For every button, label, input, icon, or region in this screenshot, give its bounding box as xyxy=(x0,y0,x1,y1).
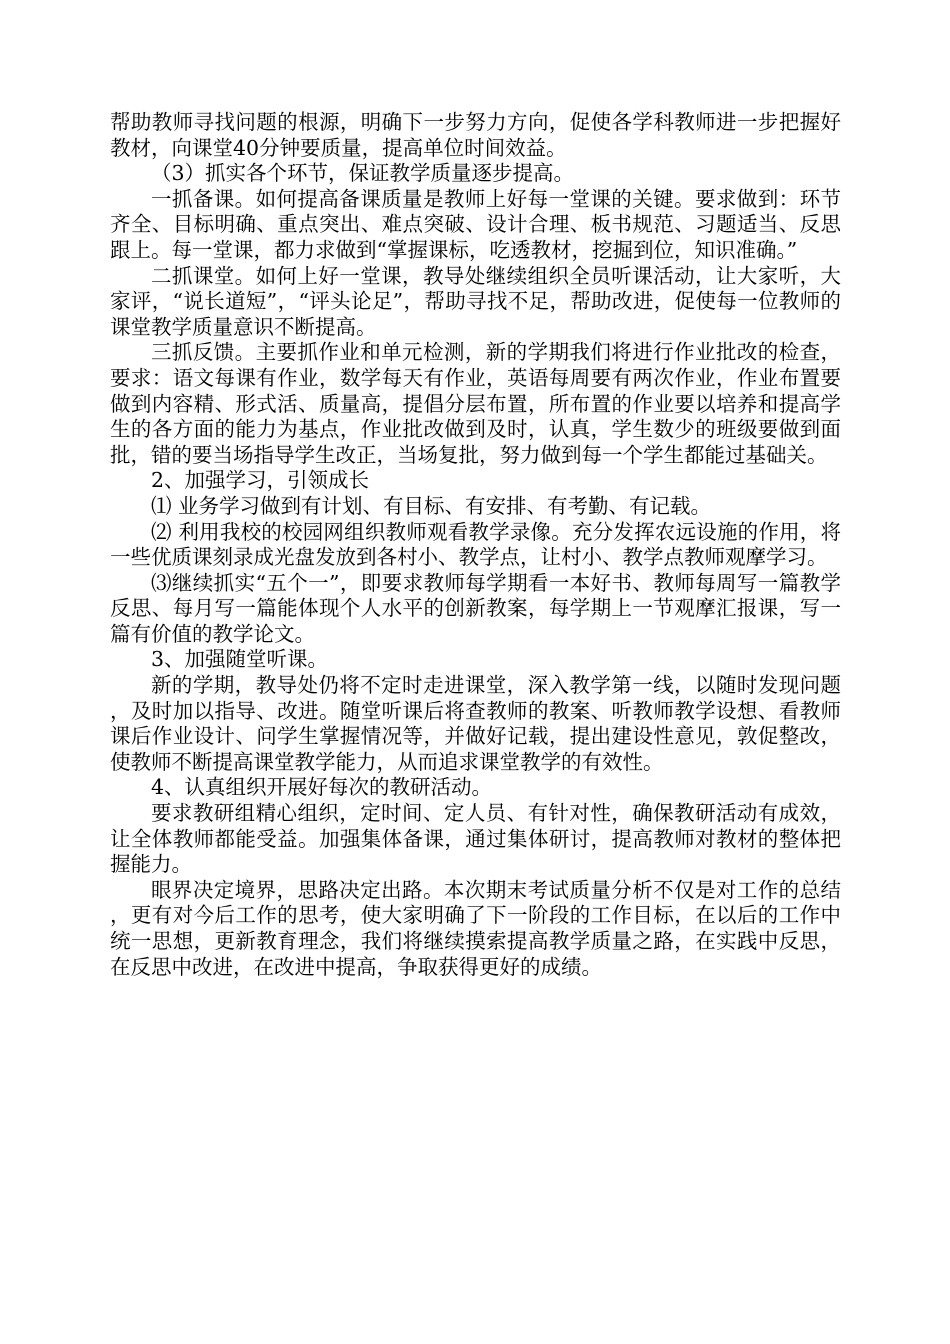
paragraph-conclusion: 眼界决定境界，思路决定出路。本次期末考试质量分析不仅是对工作的总结，更有对今后工作的思考，使大家明确了下一阶段的工作目标，在以后的工作中统一思想，更新教育理念，我们将继续摸索提高教学质量之路，在实践中反思，在反思中改进，在改进中提高，争取获得更好的成绩。 xyxy=(110,877,841,979)
document-page xyxy=(110,110,841,980)
paragraph-continuation: 帮助教师寻找问题的根源，明确下一步努力方向，促使各学科教师进一步把握好教材，向课堂40分钟要质量，提高单位时间效益。 xyxy=(110,110,841,160)
paragraph-item-3: ⑶继续抓实“五个一”，即要求教师每学期看一本好书、教师每周写一篇教学反思、每月写一篇能体现个人水平的创新教案，每学期上一节观摩汇报课，写一篇有价值的教学论文。 xyxy=(110,570,841,646)
paragraph-lesson-prep: 一抓备课。如何提高备课质量是教师上好每一堂课的关键。要求做到：环节齐全、目标明确、重点突出、难点突破、设计合理、板书规范、习题适当、反思跟上。每一堂课，都力求做到“掌握课标，吃透教材，挖掘到位，知识准确。” xyxy=(110,186,841,262)
paragraph-classroom: 二抓课堂。如何上好一堂课，教导处继续组织全员听课活动，让大家听，大家评，“说长道短”，“评头论足”，帮助寻找不足，帮助改进，促使每一位教师的课堂教学质量意识不断提高。 xyxy=(110,263,841,339)
paragraph-heading-3: （3）抓实各个环节，保证教学质量逐步提高。 xyxy=(151,161,575,186)
paragraph-heading-4: 4、认真组织开展好每次的教研活动。 xyxy=(151,775,493,800)
paragraph-heading-3-listen: 3、加强随堂听课。 xyxy=(151,647,329,672)
paragraph-feedback: 三抓反馈。主要抓作业和单元检测，新的学期我们将进行作业批改的检查，要求：语文每课有作业，数学每天有作业，英语每周要有两次作业，作业布置要做到内容精、形式活、质量高，提倡分层布置，所布置的作业要以培养和提高学生的各方面的能力为基点，作业批改做到及时，认真，学生数少的班级要做到面批，错的要当场指导学生改正，当场复批，努力做到每一个学生都能过基础关。 xyxy=(110,340,841,467)
paragraph-item-2: ⑵ 利用我校的校园网组织教师观看教学录像。充分发挥农远设施的作用，将一些优质课刻录成光盘发放到各村小、教学点，让村小、教学点教师观摩学习。 xyxy=(110,519,841,570)
paragraph-item-1: ⑴ 业务学习做到有计划、有目标、有安排、有考勤、有记载。 xyxy=(151,493,712,518)
paragraph-new-term: 新的学期，教导处仍将不定时走进课堂，深入教学第一线，以随时发现问题，及时加以指导、改进。随堂听课后将查教师的教案、听教师教学设想、看教师课后作业设计、问学生掌握情况等，并做好记载，提出建设性意见，敦促整改，使教师不断提高课堂教学能力，从而追求课堂教学的有效性。 xyxy=(110,673,841,774)
paragraph-heading-2: 2、加强学习，引领成长 xyxy=(151,468,370,493)
paragraph-research-group: 要求教研组精心组织，定时间、定人员、有针对性，确保教研活动有成效，让全体教师都能受益。加强集体备课，通过集体研讨，提高教师对教材的整体把握能力。 xyxy=(110,801,841,877)
